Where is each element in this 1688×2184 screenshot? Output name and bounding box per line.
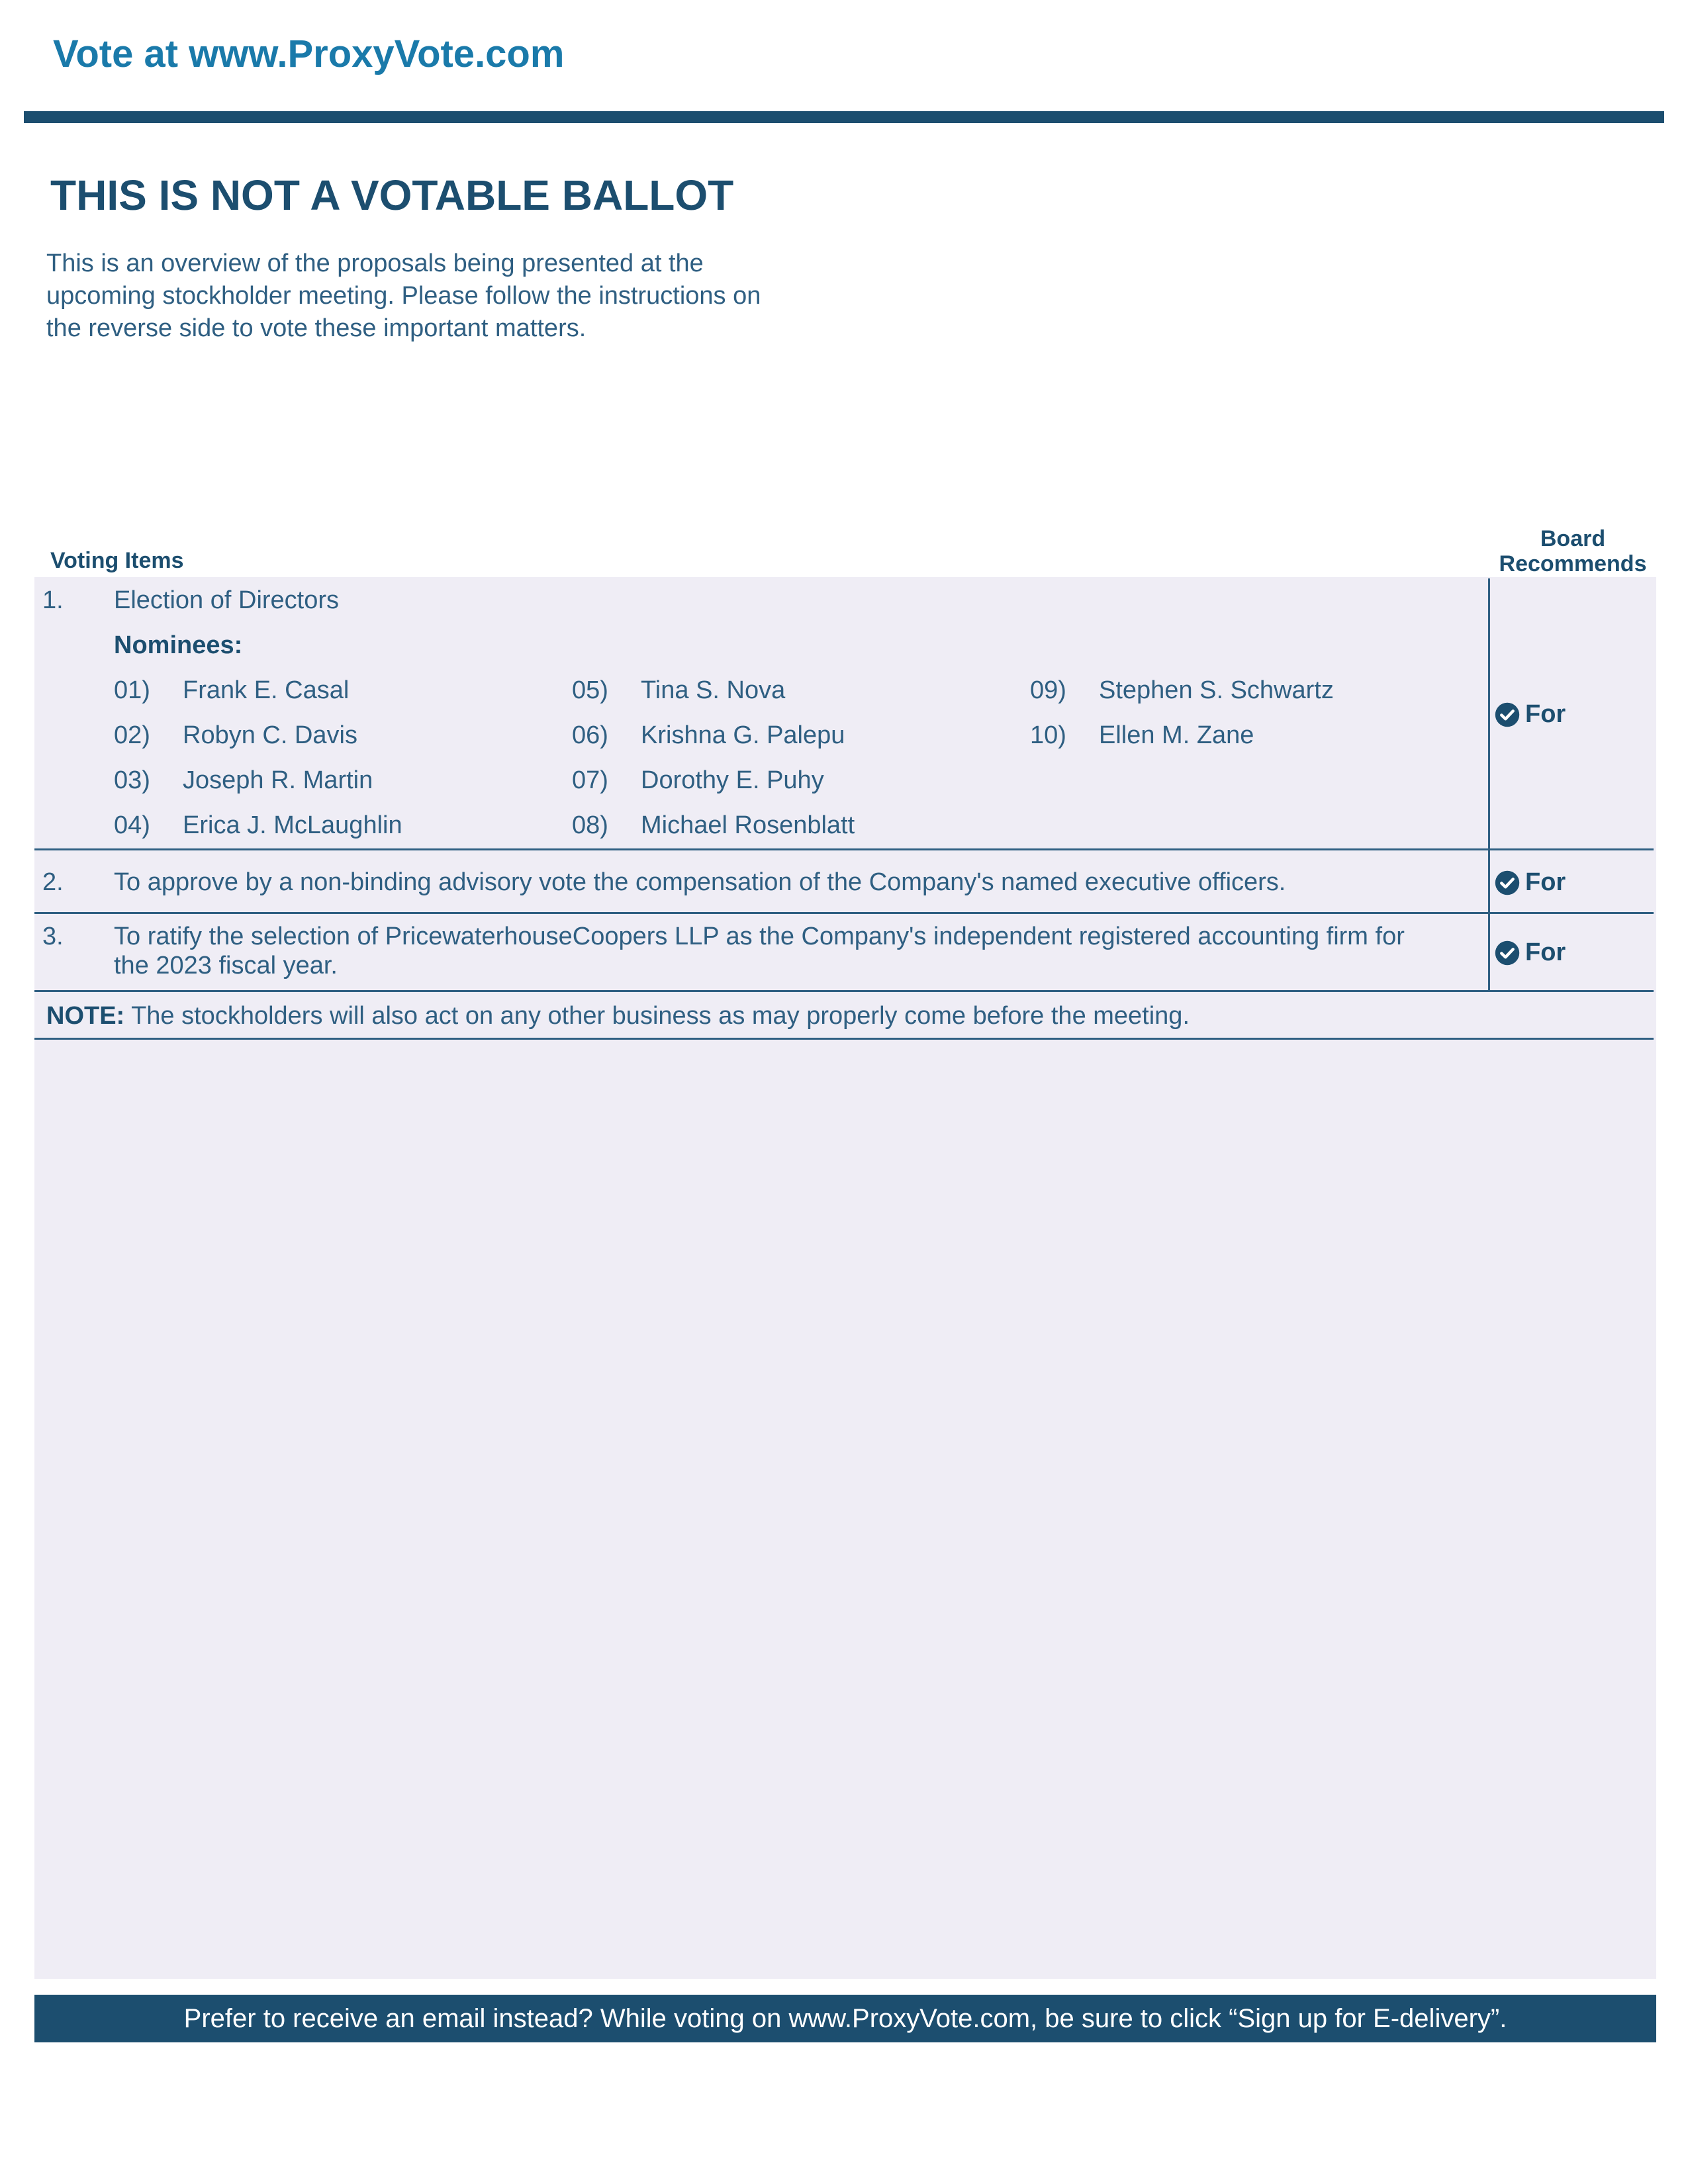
item-1-text: Election of Directors: [114, 586, 340, 614]
check-circle-icon: [1495, 940, 1520, 966]
voting-items-header: Voting Items: [50, 548, 184, 573]
note-label: NOTE:: [46, 1002, 125, 1030]
nominee: [572, 676, 785, 705]
check-circle-icon: [1495, 702, 1520, 727]
item-number: 1.: [42, 586, 64, 614]
item-3-text-line: To ratify the selection of PricewaterhouseCoopers LLP as the Company's independent registered accounting firm for: [114, 923, 1405, 950]
board-header-line: Board: [1540, 526, 1606, 551]
meeting-note: [46, 1002, 1190, 1030]
nominee-number: 03): [114, 766, 150, 794]
board-header-line: Recommends: [1499, 551, 1647, 576]
nominee-number: 04): [114, 811, 150, 839]
nominee: [1030, 676, 1334, 705]
nominee-number: 05): [572, 676, 608, 704]
nominee-number: 08): [572, 811, 608, 839]
recommendation-label: For: [1525, 700, 1566, 728]
nominee: [114, 811, 402, 840]
nominee-name: Dorothy E. Puhy: [641, 766, 824, 794]
page-title: THIS IS NOT A VOTABLE BALLOT: [50, 171, 734, 219]
e-delivery-banner: [34, 1995, 1656, 2042]
intro-paragraph: [46, 248, 841, 345]
note-text: The stockholders will also act on any other business as may properly come before the meeting.: [124, 1002, 1190, 1030]
nominee: [1030, 721, 1254, 750]
row-divider: [34, 1038, 1654, 1040]
nominees-label: Nominees:: [114, 631, 243, 659]
nominee-name: Michael Rosenblatt: [641, 811, 855, 839]
intro-line: the reverse side to vote these important matters.: [46, 314, 586, 342]
item-number: 3.: [42, 923, 64, 950]
header-divider: [24, 111, 1664, 123]
nominee-number: 07): [572, 766, 608, 794]
nominee-name: Robyn C. Davis: [183, 721, 357, 749]
row-divider: [34, 912, 1654, 914]
row-divider: [34, 848, 1654, 850]
nominee: [114, 676, 349, 705]
nominee-number: 10): [1030, 721, 1066, 749]
proxyvote-link[interactable]: Vote at www.ProxyVote.com: [53, 32, 565, 75]
nominee-name: Ellen M. Zane: [1099, 721, 1254, 749]
item-2-text: To approve by a non-binding advisory vote the compensation of the Company's named executive officers.: [114, 868, 1286, 896]
nominee-number: 02): [114, 721, 150, 749]
nominee-number: 01): [114, 676, 150, 704]
recommendation-label: For: [1525, 938, 1566, 966]
board-recommendation: [1495, 700, 1566, 729]
recommendation-column-divider: [1488, 578, 1490, 991]
item-3-text-line: the 2023 fiscal year.: [114, 952, 338, 979]
nominee-name: Stephen S. Schwartz: [1099, 676, 1334, 704]
nominee: [114, 766, 373, 795]
recommendation-label: For: [1525, 868, 1566, 896]
intro-line: This is an overview of the proposals being presented at the: [46, 250, 704, 277]
board-recommends-header: [1487, 526, 1659, 576]
nominee-name: Joseph R. Martin: [183, 766, 373, 794]
nominee: [572, 766, 824, 795]
row-divider: [34, 990, 1654, 992]
nominee-name: Krishna G. Palepu: [641, 721, 845, 749]
nominee-number: 06): [572, 721, 608, 749]
board-recommendation: [1495, 938, 1566, 967]
nominee-number: 09): [1030, 676, 1066, 704]
intro-line: upcoming stockholder meeting. Please follow the instructions on: [46, 282, 761, 310]
check-circle-icon: [1495, 870, 1520, 895]
nominee: [572, 811, 855, 840]
nominee-name: Frank E. Casal: [183, 676, 350, 704]
nominee: [572, 721, 845, 750]
nominee-name: Erica J. McLaughlin: [183, 811, 402, 839]
board-recommendation: [1495, 868, 1566, 897]
nominee-name: Tina S. Nova: [641, 676, 786, 704]
e-delivery-text: Prefer to receive an email instead? While voting on www.ProxyVote.com, be sure to click “Sign up for E-delivery”.: [183, 2003, 1507, 2033]
item-number: 2.: [42, 868, 64, 896]
nominee: [114, 721, 357, 750]
